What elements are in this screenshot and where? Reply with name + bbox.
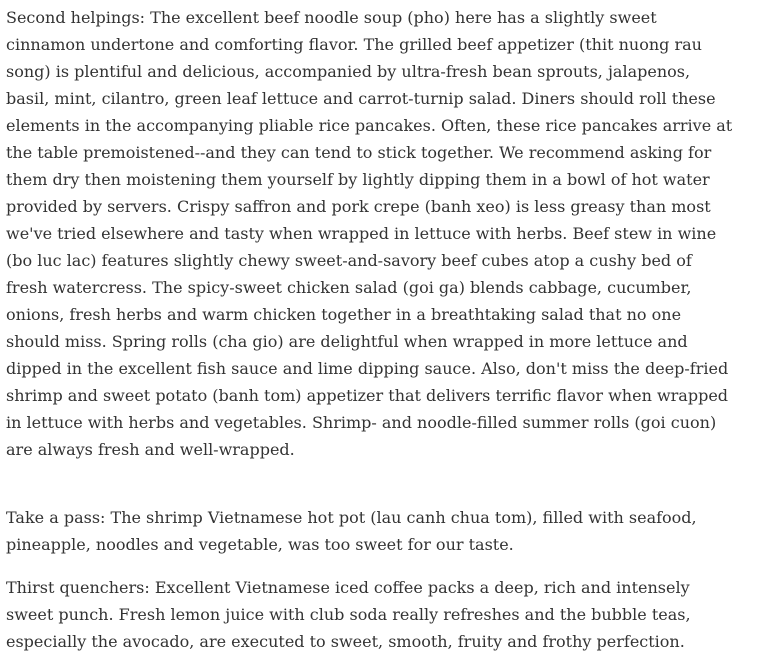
paragraph-take-a-pass: Take a pass: The shrimp Vietnamese hot pot (lau canh chua tom), filled with seafood, pineapple, noodles and vegetable, was too sweet for our taste. [6, 508, 697, 554]
paragraph-second-helpings: Second helpings: The excellent beef noodle soup (pho) here has a slightly sweet cinnamon undertone and comforting flavor. The grilled beef appetizer (thit nuong rau song) is plentiful and delicious, accompanied by ultra-fresh bean sprouts, jalapenos, basil, mint, cilantro, green leaf lettuce and carrot-turnip salad. Diners should roll these elements in the accompanying pliable rice pancakes. Often, these rice pancakes arrive at the table premoistened--and they can tend to stick together. We recommend asking for them dry then moistening them yourself by lightly dipping them in a bowl of hot water provided by servers. Crispy saffron and pork crepe (banh xeo) is less greasy than most we've tried elsewhere and tasty when wrapped in lettuce with herbs. Beef stew in wine (bo luc lac) features slightly chewy sweet-and-savory beef cubes atop a cushy bed of fresh watercress. The spicy-sweet chicken salad (goi ga) blends cabbage, cucumber, onions, fresh herbs and warm chicken together in a breathtaking salad that no one should miss. Spring rolls (cha gio) are delightful when wrapped in more lettuce and dipped in the excellent fish sauce and lime dipping sauce. Also, don't miss the deep-fried shrimp and sweet potato (banh tom) appetizer that delivers terrific flavor when wrapped in lettuce with herbs and vegetables. Shrimp- and noodle-filled summer rolls (goi cuon) are always fresh and well-wrapped. [6, 8, 733, 459]
paragraph-thirst-quenchers: Thirst quenchers: Excellent Vietnamese iced coffee packs a deep, rich and intensely sweet punch. Fresh lemon juice with club soda really refreshes and the bubble teas, especially the avocado, are executed to sweet, smooth, fruity and frothy perfection. [6, 578, 691, 651]
